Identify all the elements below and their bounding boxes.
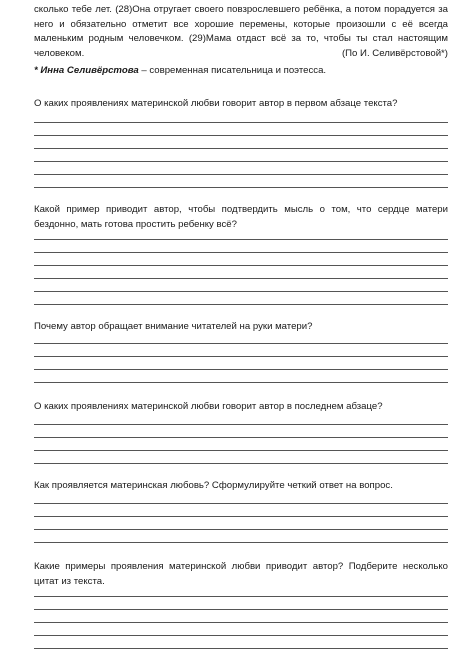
answer-line[interactable] [34,291,448,292]
answer-line[interactable] [34,516,448,517]
author-note [34,64,448,78]
author-description: – современная писательница и поэтесса. [138,65,327,76]
answer-line[interactable] [34,382,448,383]
answer-line[interactable] [34,174,448,175]
answer-line[interactable] [34,239,448,240]
answer-line[interactable] [34,148,448,149]
question-5: Как проявляется материнская любовь? Сформулируйте четкий ответ на вопрос. [34,480,393,491]
question-2: Какой пример приводит автор, чтобы подтвердить мысль о том, что сердце матери бездонно, мать готова простить ребенку всё? [34,204,448,230]
passage-attribution: (По И. Селивёрстовой*) [341,48,448,59]
answer-line[interactable] [34,450,448,451]
answer-line[interactable] [34,161,448,162]
answer-line[interactable] [34,122,448,123]
answer-line[interactable] [34,596,448,597]
answer-line[interactable] [34,463,448,464]
question-1: О каких проявлениях материнской любви говорит автор в первом абзаце текста? [34,98,398,109]
question-6: Какие примеры проявления материнской любви приводит автор? Подберите несколько цитат из текста. [34,561,448,587]
question-3: Почему автор обращает внимание читателей на руки матери? [34,321,313,332]
passage-text: сколько тебе лет. (28)Она отругает своего повзрослевшего ребёнка, а потом порадуется за него и обязательно отметит все хорошие перемены, которые произошли с её всегда маленьким родным человечком. (29)Мама отдаст всё за то, чтобы ты стал настоящим человеком. [34,4,448,59]
question-4: О каких проявлениях материнской любви говорит автор в последнем абзаце? [34,401,383,412]
answer-line[interactable] [34,278,448,279]
author-name: * Инна Селивёрстова [34,65,139,76]
answer-line[interactable] [34,542,448,543]
answer-line[interactable] [34,369,448,370]
answer-line[interactable] [34,265,448,266]
answer-line[interactable] [34,135,448,136]
answer-line[interactable] [34,343,448,344]
answer-line[interactable] [34,648,448,649]
answer-line[interactable] [34,529,448,530]
answer-line[interactable] [34,252,448,253]
answer-line[interactable] [34,356,448,357]
answer-line[interactable] [34,424,448,425]
answer-line[interactable] [34,503,448,504]
answer-line[interactable] [34,622,448,623]
answer-line[interactable] [34,187,448,188]
answer-line[interactable] [34,609,448,610]
answer-line[interactable] [34,304,448,305]
answer-line[interactable] [34,437,448,438]
answer-line[interactable] [34,635,448,636]
